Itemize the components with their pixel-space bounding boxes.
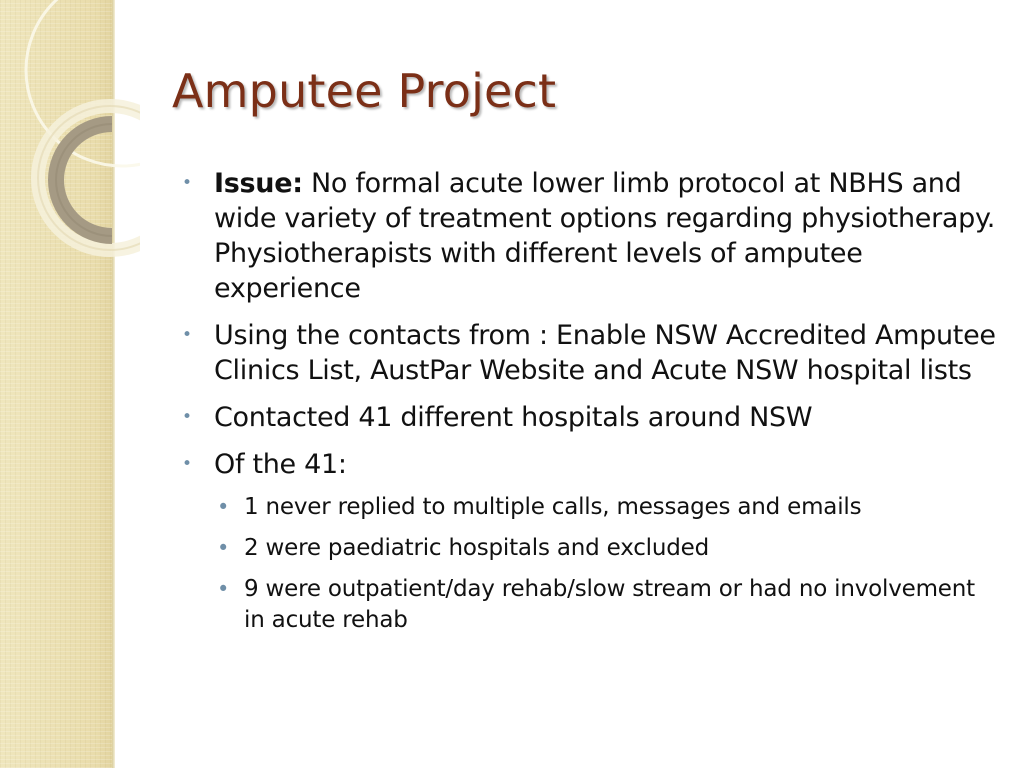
sub-bullet-text: 9 were outpatient/day rehab/slow stream or had no involvement in acute rehab (244, 576, 975, 633)
bullet-item-contacted (182, 400, 1002, 435)
bullet-list (182, 166, 1002, 636)
sub-bullet-item (214, 533, 1002, 564)
bullet-item-of-the-41 (182, 447, 1002, 636)
bullet-text: No formal acute lower limb protocol at NBHS and wide variety of treatment options regarding physiotherapy. Physiotherapists with different levels of amputee experience (214, 168, 996, 304)
bullet-item-issue (182, 166, 1002, 306)
bullet-item-contacts (182, 318, 1002, 388)
decorative-rings-icon (0, 0, 140, 260)
bullet-lead-label: Issue: (214, 168, 303, 199)
bullet-text: Of the 41: (214, 449, 347, 480)
bullet-text: Contacted 41 different hospitals around NSW (214, 402, 813, 433)
sub-bullet-list (214, 492, 1002, 636)
sub-bullet-item (214, 492, 1002, 523)
sub-bullet-item (214, 574, 1002, 636)
sub-bullet-text: 2 were paediatric hospitals and excluded (244, 535, 709, 561)
slide-title: Amputee Project (172, 64, 557, 118)
bullet-text: Using the contacts from : Enable NSW Accredited Amputee Clinics List, AustPar Website and Acute NSW hospital lists (214, 320, 996, 386)
slide-content (182, 166, 1002, 648)
sub-bullet-text: 1 never replied to multiple calls, messages and emails (244, 494, 862, 520)
